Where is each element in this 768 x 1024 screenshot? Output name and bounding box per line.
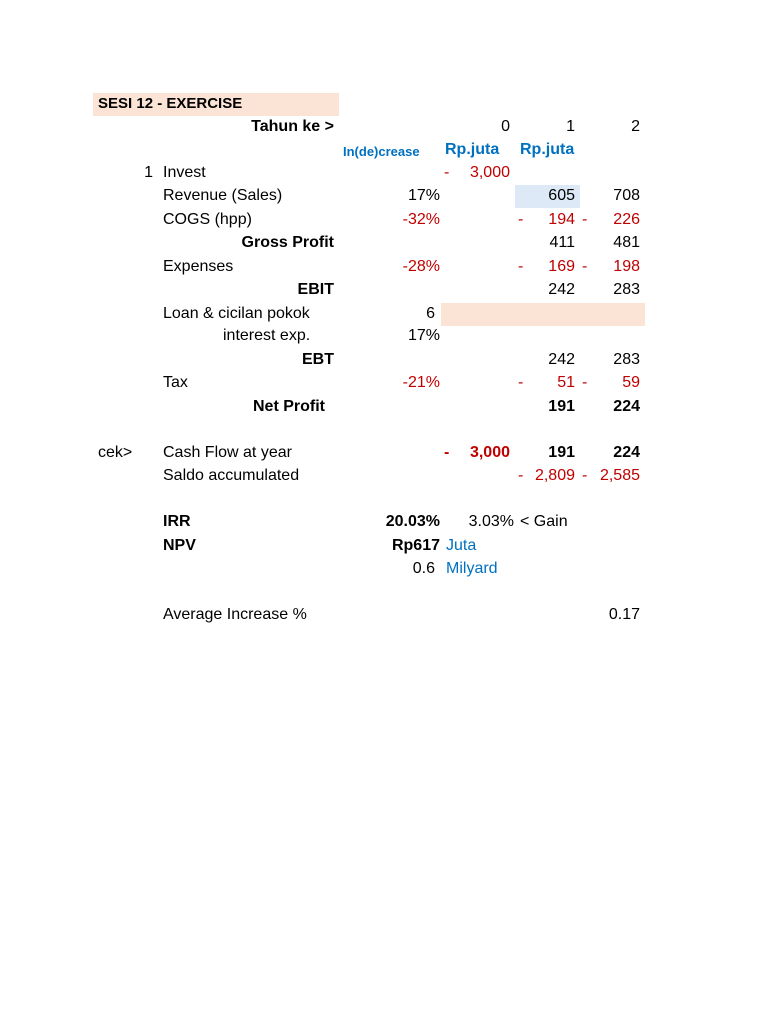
ebt-y1: 242 bbox=[548, 351, 575, 368]
revenue-pct: 17% bbox=[407, 187, 440, 204]
expenses-y1: 169 bbox=[548, 258, 575, 275]
ebt-label: EBT bbox=[302, 351, 334, 368]
interest-label: interest exp. bbox=[223, 327, 311, 344]
saldo-y2-dash: - bbox=[582, 467, 588, 484]
sheet-title: SESI 12 - EXERCISE bbox=[98, 95, 243, 112]
saldo-label: Saldo accumulated bbox=[163, 467, 300, 484]
invest-y0: 3,000 bbox=[469, 164, 510, 181]
cogs-y2-dash: - bbox=[582, 211, 588, 228]
cash-flow-y0-dash: - bbox=[444, 444, 450, 461]
irr-gain-value: 3.03% bbox=[468, 513, 514, 530]
loan-label: Loan & cicilan pokok bbox=[163, 305, 310, 322]
irr-label: IRR bbox=[163, 513, 191, 530]
revenue-y1: 605 bbox=[548, 187, 575, 204]
avg-increase-label: Average Increase % bbox=[163, 606, 307, 623]
unit-header-0: Rp.juta bbox=[445, 141, 500, 158]
ebit-y1: 242 bbox=[548, 281, 575, 298]
net-profit-y1: 191 bbox=[548, 398, 575, 415]
cash-flow-y2: 224 bbox=[613, 444, 640, 461]
expenses-y2: 198 bbox=[613, 258, 640, 275]
year-0: 0 bbox=[501, 118, 510, 135]
net-profit-y2: 224 bbox=[613, 398, 640, 415]
gross-profit-label: Gross Profit bbox=[241, 234, 334, 251]
cash-flow-y1: 191 bbox=[548, 444, 575, 461]
change-header: In(de)crease bbox=[343, 144, 420, 159]
tahun-label: Tahun ke > bbox=[251, 118, 334, 135]
interest-pct: 17% bbox=[407, 327, 440, 344]
cash-flow-y0: 3,000 bbox=[469, 444, 510, 461]
npv-milyard-unit: Milyard bbox=[446, 560, 498, 577]
tax-y1-dash: - bbox=[518, 374, 524, 391]
cogs-y2: 226 bbox=[613, 211, 640, 228]
avg-increase-value: 0.17 bbox=[608, 606, 640, 623]
saldo-y1-dash: - bbox=[518, 467, 524, 484]
cogs-pct: -32% bbox=[402, 211, 440, 228]
gross-profit-y2: 481 bbox=[613, 234, 640, 251]
npv-unit: Juta bbox=[446, 537, 477, 554]
revenue-label: Revenue (Sales) bbox=[163, 187, 283, 204]
revenue-y2: 708 bbox=[613, 187, 640, 204]
invest-label: Invest bbox=[163, 164, 206, 181]
loan-value: 6 bbox=[426, 305, 435, 322]
tax-y2: 59 bbox=[622, 374, 640, 391]
expenses-y1-dash: - bbox=[518, 258, 524, 275]
cogs-y1: 194 bbox=[548, 211, 575, 228]
irr-value: 20.03% bbox=[385, 513, 440, 530]
tax-pct: -21% bbox=[402, 374, 440, 391]
ebit-y2: 283 bbox=[613, 281, 640, 298]
npv-value: Rp617 bbox=[391, 537, 440, 554]
invest-number: 1 bbox=[144, 164, 153, 181]
unit-header-1: Rp.juta bbox=[520, 141, 575, 158]
npv-milyard-value: 0.6 bbox=[412, 560, 435, 577]
net-profit-label: Net Profit bbox=[253, 398, 325, 415]
tax-y1: 51 bbox=[557, 374, 575, 391]
expenses-y2-dash: - bbox=[582, 258, 588, 275]
cek-label: cek> bbox=[98, 444, 133, 461]
ebit-label: EBIT bbox=[297, 281, 334, 298]
npv-label: NPV bbox=[163, 537, 196, 554]
irr-gain-label: < Gain bbox=[520, 513, 568, 530]
cogs-label: COGS (hpp) bbox=[163, 211, 252, 228]
ebt-y2: 283 bbox=[613, 351, 640, 368]
tax-label: Tax bbox=[163, 374, 188, 391]
cogs-y1-dash: - bbox=[518, 211, 524, 228]
year-1: 1 bbox=[566, 118, 575, 135]
expenses-pct: -28% bbox=[402, 258, 440, 275]
cash-flow-label: Cash Flow at year bbox=[163, 444, 292, 461]
tax-y2-dash: - bbox=[582, 374, 588, 391]
expenses-label: Expenses bbox=[163, 258, 234, 275]
loan-row-fill bbox=[441, 303, 645, 326]
saldo-y2: 2,585 bbox=[599, 467, 640, 484]
year-2: 2 bbox=[631, 118, 640, 135]
gross-profit-y1: 411 bbox=[549, 234, 575, 251]
invest-y0-dash: - bbox=[444, 164, 450, 181]
saldo-y1: 2,809 bbox=[534, 467, 575, 484]
